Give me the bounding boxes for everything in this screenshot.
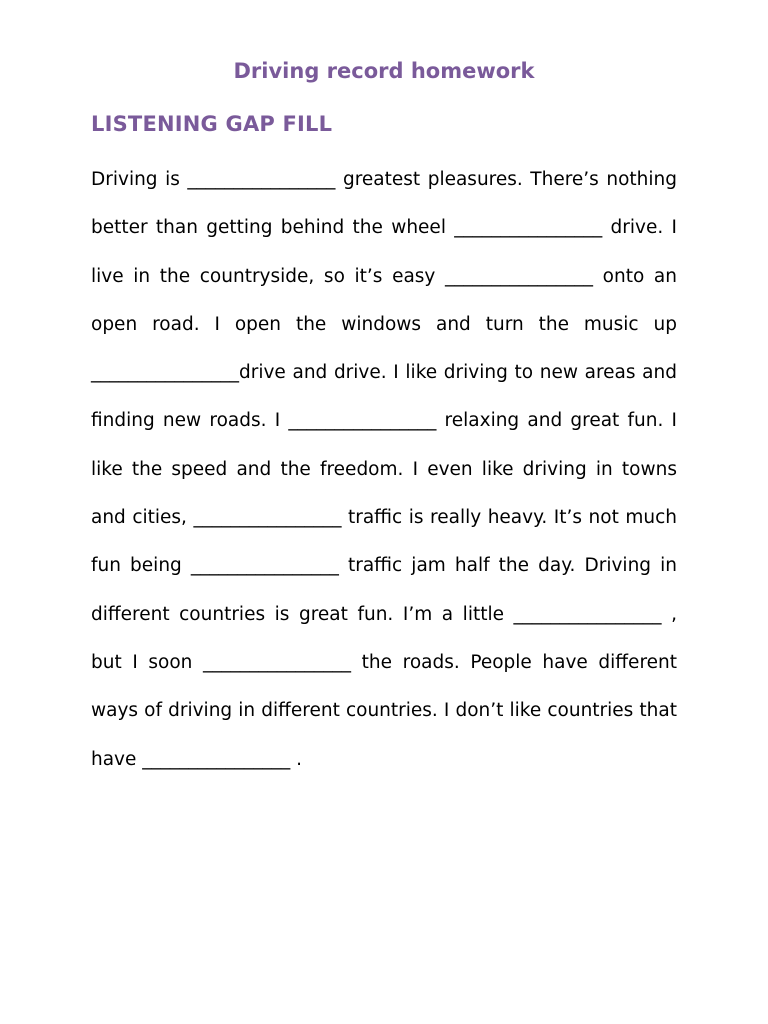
passage-text: onto an open road. I open the windows and turn the music up [91,265,677,335]
passage-text: greatest pleasures. There’s nothing better than getting behind the wheel [91,169,677,239]
answer-blank: ________________ [190,555,339,577]
answer-blank: ________________ [142,748,291,770]
passage-text: relaxing and great fun. I like the speed and the freedom. I even like driving in towns and cities, [91,410,678,529]
answer-blank: ________________ [203,651,352,673]
answer-blank: ________________ [288,410,437,432]
answer-blank: ________________ [454,217,603,239]
passage-text: drive and drive. I like driving to new areas and finding new roads. I [91,362,677,432]
gap-fill-passage [91,156,677,784]
passage-text: Driving is [91,169,188,190]
passage-text: . [290,748,303,770]
passage-text: the roads. People have different ways of driving in different countries. I don’t like countries that have [91,651,677,770]
passage-text: drive. I live in the countryside, so it’s easy [91,217,677,287]
answer-blank: ________________ [187,169,336,190]
passage-text: traffic is really heavy. It’s not much fun being [91,507,677,577]
answer-blank: ________________ [193,507,342,529]
passage-text: , but I soon [91,603,677,673]
passage-text: traffic jam half the day. Driving in different countries is great fun. I’m a little [91,555,677,625]
document-title: Driving record homework [233,59,535,83]
answer-blank: ________________ [445,265,594,287]
answer-blank: ________________ [91,362,239,384]
answer-blank: ________________ [513,603,662,625]
section-heading: LISTENING GAP FILL [91,112,333,136]
